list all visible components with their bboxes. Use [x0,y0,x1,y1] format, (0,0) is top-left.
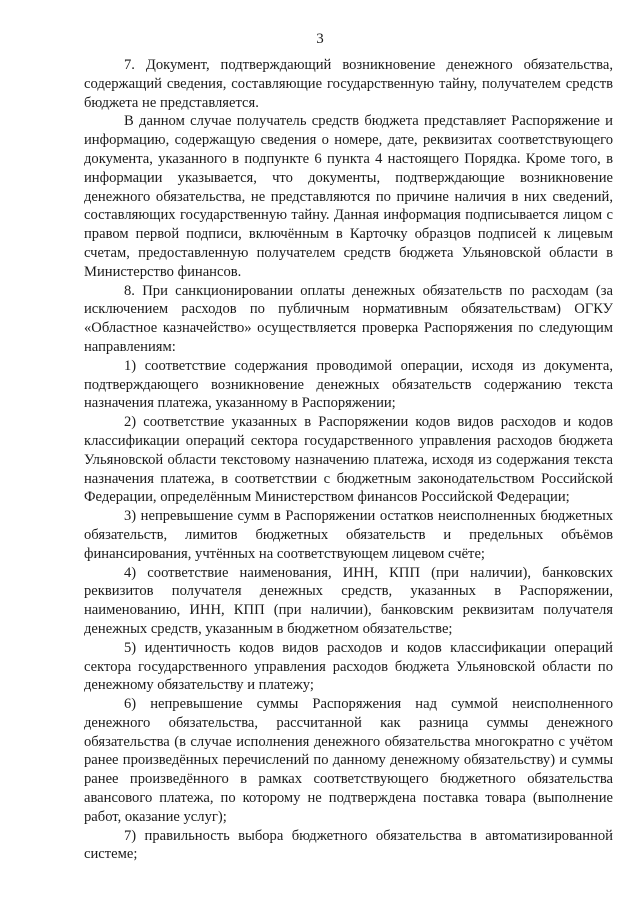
list-item-4: 4) соответствие наименования, ИНН, КПП (при наличии), банковских реквизитов получателя денежных средств, указанных в Распоряжении, наименованию, ИНН, КПП (при наличии), банковским реквизитам получателя денежных средств, указанным в бюджетном обязательстве; [84,564,613,637]
page-number: 3 [316,31,324,47]
list-item-5: 5) идентичность кодов видов расходов и кодов классификации операций сектора государственного управления расходов бюджета Ульяновской области по денежному обязательству и платежу; [84,639,613,694]
list-item-7: 7) правильность выбора бюджетного обязательства в автоматизированной системе; [84,827,613,863]
list-item-3: 3) непревышение сумм в Распоряжении остатков неисполненных бюджетных обязательств, лимитов бюджетных обязательств и предельных объёмов финансирования, учтённых на соответствующем лицевом счёте; [84,508,613,562]
list-item-2: 2) соответствие указанных в Распоряжении кодов видов расходов и кодов классификации операций сектора государственного управления расходов бюджета Ульяновской области текстовому назначению платежа, исходя из содержания текста назначения платежа, в соответствии с бюджетным законодательством Российской Федерации, определённым Министерством финансов Российской Федерации; [84,414,613,506]
list-item-6: 6) непревышение суммы Распоряжения над суммой неисполненного денежного обязательства, рассчитанной как разница суммы денежного обязательства (в случае исполнения денежного обязательства многократно с учётом ранее произведённых перечислений по данному денежному обязательству) и суммы ранее произведённого в рамках соответствующего бюджетного обязательства авансового платежа, по которому не подтверждена поставка товара (выполнение работ, оказание услуг); [84,696,613,825]
paragraph-item-7-state-secret: 7. Документ, подтверждающий возникновение денежного обязательства, содержащий сведения, составляющие государственную тайну, получателем средств бюджета не представляется. [84,57,613,111]
document-body [84,56,613,864]
paragraph-item-8-verification: 8. При санкционировании оплаты денежных обязательств по расходам (за исключением расходов по публичным нормативным обязательствам) ОГКУ «Областное казначейство» осуществляется проверка Распоряжения по следующим направлениям: [84,282,613,355]
paragraph-recipient-info: В данном случае получатель средств бюджета представляет Распоряжение и информацию, содержащую сведения о номере, дате, реквизитах соответствующего документа, указанного в подпункте 6 пункта 4 настоящего Порядка. Кроме того, в информации указывается, что документы, подтверждающие возникновение денежного обязательства, не представляются по причине наличия в них сведений, составляющих государственную тайну. Данная информация подписывается лицом с правом первой подписи, включённым в Карточку образцов подписей к лицевым счетам, предоставленную получателем средств бюджета Ульяновской области в Министерство финансов. [84,113,613,280]
list-item-1: 1) соответствие содержания проводимой операции, исходя из документа, подтверждающего возникновение денежных обязательств содержанию текста назначения платежа, указанному в Распоряжении; [84,357,613,412]
